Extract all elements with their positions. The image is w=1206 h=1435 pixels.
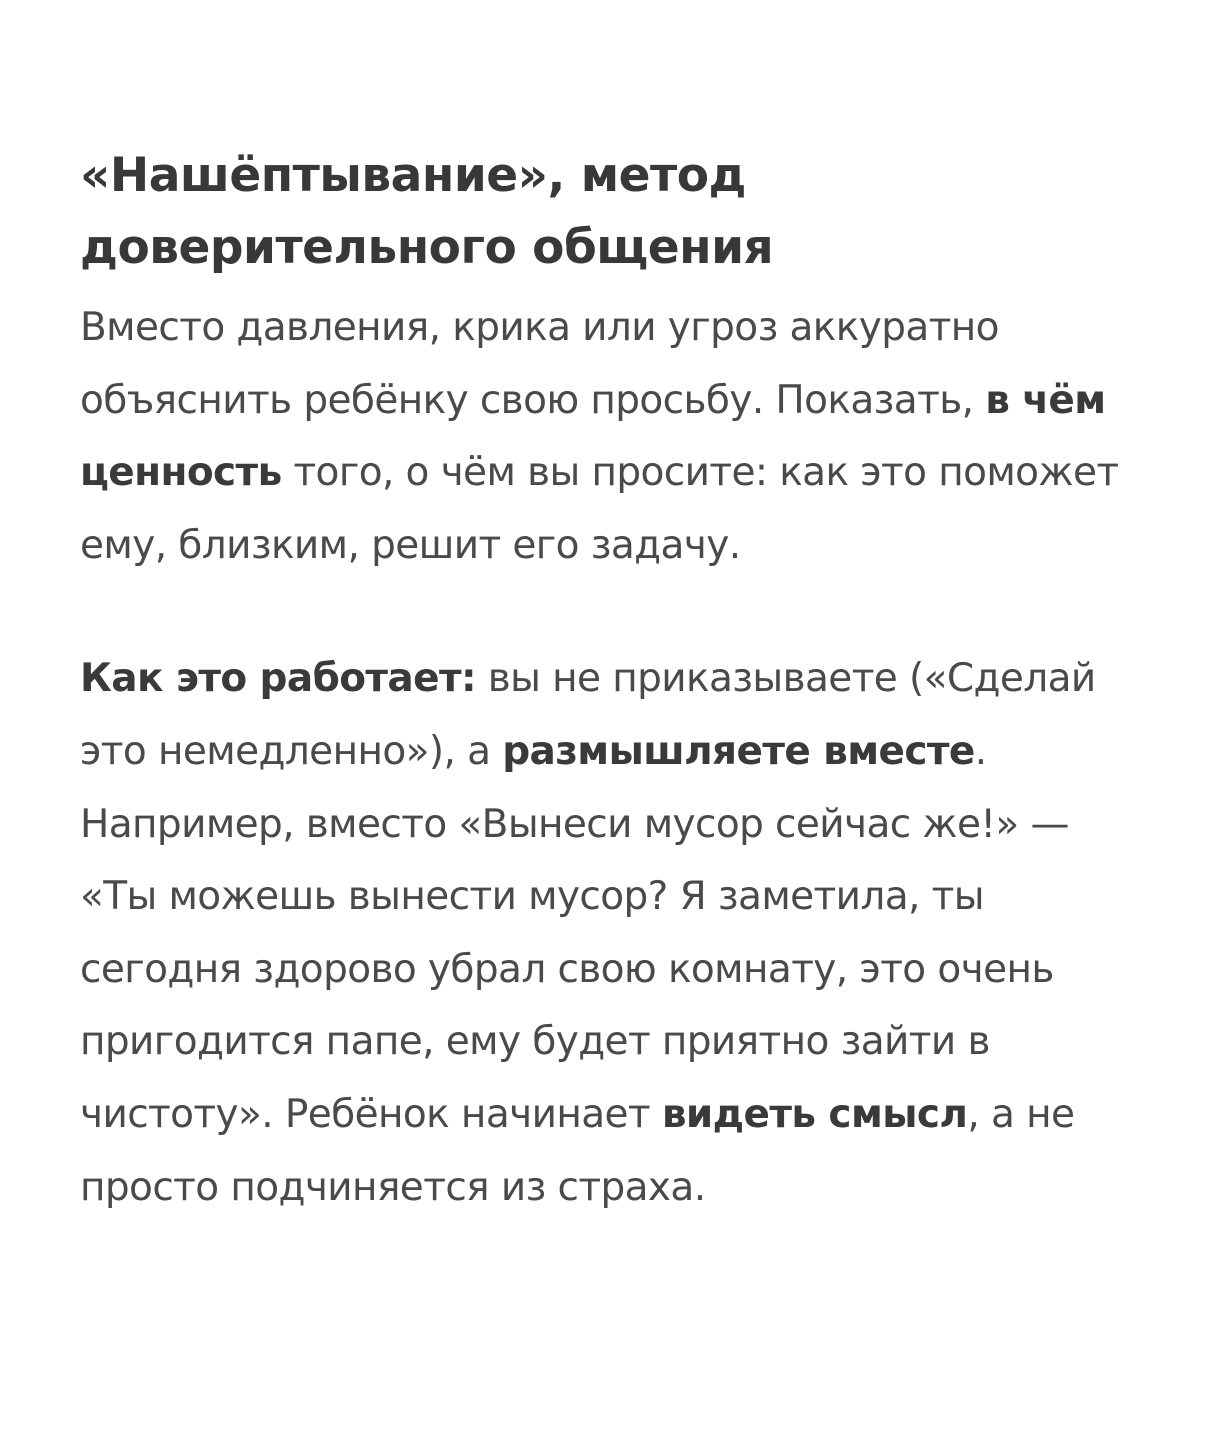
how-it-works-emphasis-together: размышляете вместе [502, 728, 975, 774]
paragraph-how-it-works [80, 643, 1136, 1224]
how-it-works-text-1: вы не приказываете («Сделай это немедленно»), а [80, 656, 1096, 774]
how-it-works-emphasis-meaning: видеть смысл [661, 1091, 968, 1137]
how-it-works-text-3: , а не просто подчиняется из страха. [80, 1091, 1075, 1210]
paragraph-intro-text-2: того, о чём вы просите: как это поможет ему, близким, решит его задачу. [80, 450, 1119, 568]
paragraph-intro [80, 292, 1136, 582]
how-it-works-label: Как это работает: [80, 656, 476, 702]
how-it-works-text-2: . Например, вместо «Вынеси мусор сейчас же!» — «Ты можешь вынести мусор? Я заметила, ты сегодня здорово убрал свою комнату, это очень пригодится папе, ему будет приятно зайти в чистоту». Ребёнок начинает [80, 728, 1069, 1137]
article-title: «Нашёптывание», метод доверительного общения [80, 148, 774, 275]
article [80, 140, 1136, 1224]
paragraph-intro-emphasis-value: в чём ценность [80, 377, 1106, 496]
paragraph-intro-text-1: Вместо давления, крика или угроз аккуратно объяснить ребёнку свою просьбу. Показать, [80, 305, 999, 423]
